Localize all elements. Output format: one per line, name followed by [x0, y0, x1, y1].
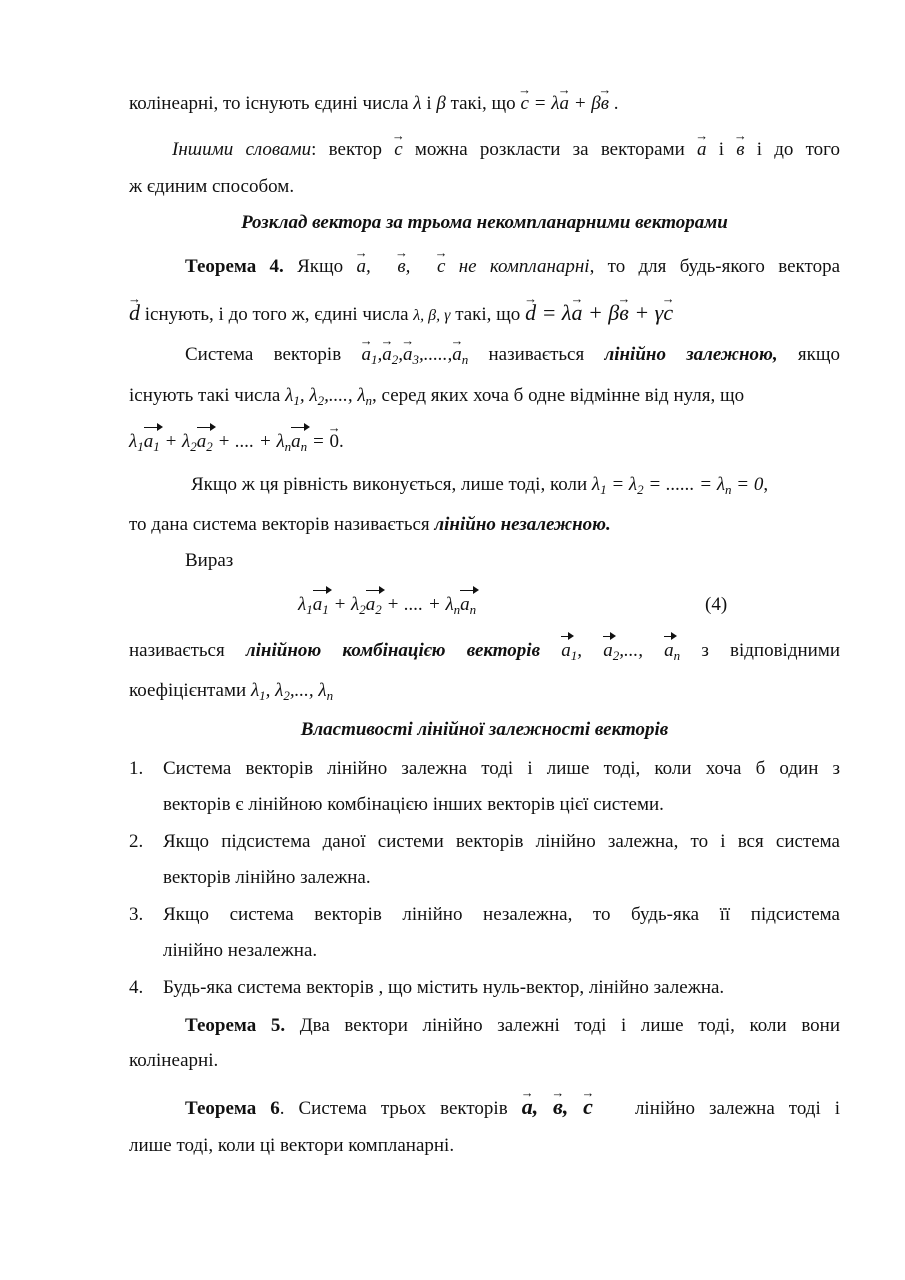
paragraph-line: Якщо ж ця рівність виконується, лише тоді, коли $\lambda_1 = \lambda_2$ = ...... = $\lambda_n = 0$, — [191, 474, 769, 497]
definition-dependent: Система векторів → $a_1,\to a_2,\to a_3,.....,\to a_n$ називається лінійно залежною, якщо — [185, 343, 840, 367]
paragraph-line: Іншими словами: вектор → c можна розкласти за векторами → a і → в і до того — [172, 138, 840, 162]
equation-4: $\lambda_1a_1 + \lambda_2a_2$ + .... + $\lambda_na_n$ — [298, 594, 477, 617]
section-heading: Розклад вектора за трьома некомпланарними векторами — [241, 212, 728, 233]
list-item: лінійно незалежна. — [163, 940, 318, 961]
list-number: 2. — [129, 831, 144, 852]
paragraph-line: існують такі числа $\lambda_1$, $\lambda_2$,...., $\lambda_n$, серед яких хоча б одне відмінне від нуля, що — [129, 385, 745, 408]
theorem-4: Теорема 4. Якщо → a, → в, → c не компланарні, то для будь-якого вектора — [185, 255, 840, 279]
math-beta: β — [436, 93, 446, 114]
paragraph-line: то дана система векторів називається лінійно незалежною. — [129, 514, 611, 535]
math-formula: → c = λ→ a + β→ в — [520, 93, 609, 114]
list-number: 3. — [129, 904, 144, 925]
list-item: Будь-яка система векторів , що містить нуль-вектор, лінійно залежна. — [163, 977, 725, 998]
theorem-6: Теорема 6. Система трьох векторів → a, → в, → c лінійно залежна тоді і — [185, 1095, 840, 1121]
paragraph-line: лише тоді, коли ці вектори компланарні. — [129, 1135, 455, 1156]
list-number: 1. — [129, 758, 144, 779]
paragraph-line: Вираз — [185, 550, 234, 571]
list-item: Якщо підсистема даної системи векторів лінійно залежна, то і вся система — [163, 831, 840, 852]
theorem-5: Теорема 5. Два вектори лінійно залежні тоді і лише тоді, коли вони — [185, 1015, 841, 1036]
list-item: векторів є лінійною комбінацією інших векторів цієї системи. — [163, 794, 664, 815]
paragraph-line: коефіцієнтами $\lambda_1$, $\lambda_2$,..., $\lambda_n$ — [129, 680, 334, 703]
math-lambda: λ — [413, 93, 422, 114]
paragraph-line: називається лінійною комбінацією векторів $a_1$, $a_2$,..., $a_n$ з відповідними — [129, 640, 841, 663]
equation-zero: $\lambda_1a_1 + \lambda_2a_2$ + .... + $\lambda_na_n$ = → 0. — [129, 430, 344, 454]
list-number: 4. — [129, 977, 144, 998]
paragraph-line: → d існують, і до того ж, єдині числа λ, β, γ такі, що → d = λ→ a + β→ в + γ→ c — [129, 301, 673, 328]
equation-number: (4) — [705, 594, 728, 615]
paragraph-line: колінеарні, то існують єдині числа λ і β такі, що → c = λ→ a + β→ в . — [129, 92, 618, 116]
paragraph-line: ж єдиним способом. — [129, 176, 295, 197]
list-item: Якщо система векторів лінійно незалежна, то будь-яка її підсистема — [163, 904, 840, 925]
section-heading: Властивості лінійної залежності векторів — [300, 719, 669, 740]
list-item: векторів лінійно залежна. — [163, 867, 371, 888]
list-item: Система векторів лінійно залежна тоді і лише тоді, коли хоча б один з — [163, 758, 840, 779]
paragraph-line: колінеарні. — [129, 1050, 219, 1071]
